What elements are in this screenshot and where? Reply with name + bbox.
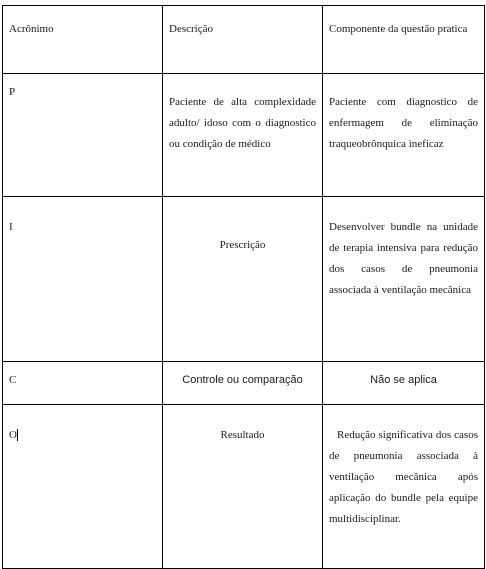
acronym-cell: [3, 405, 163, 569]
header-description: Descrição: [163, 6, 323, 74]
description-cell: Resultado: [163, 405, 323, 569]
description-cell: Controle ou comparação: [163, 362, 323, 405]
component-cell: Não se aplica: [323, 362, 485, 405]
table-row: [3, 197, 485, 362]
acronym-cell: I: [3, 197, 163, 362]
description-cell: Paciente de alta complexidade adulto/ idoso com o diagnostico ou condição de médico: [163, 74, 323, 197]
table-header-row: [3, 6, 485, 74]
component-cell: Redução significativa dos casos de pneumonia associada à ventilação mecânica após aplicação do bundle pela equipe multidisciplinar.: [323, 405, 485, 569]
acronym-text: O: [9, 429, 17, 441]
header-component: Componente da questão pratica: [323, 6, 485, 74]
component-cell: Paciente com diagnostico de enfermagem de eliminação traqueobrônquica ineficaz: [323, 74, 485, 197]
table-row: [3, 362, 485, 405]
table-row: [3, 405, 485, 569]
pico-table: [2, 5, 485, 569]
table-row: [3, 74, 485, 197]
header-acronym: Acrônimo: [3, 6, 163, 74]
description-cell: Prescrição: [163, 197, 323, 362]
component-cell: Desenvolver bundle na unidade de terapia intensiva para redução dos casos de pneumonia associada à ventilação mecânica: [323, 197, 485, 362]
acronym-cell: C: [3, 362, 163, 405]
acronym-cell: P: [3, 74, 163, 197]
